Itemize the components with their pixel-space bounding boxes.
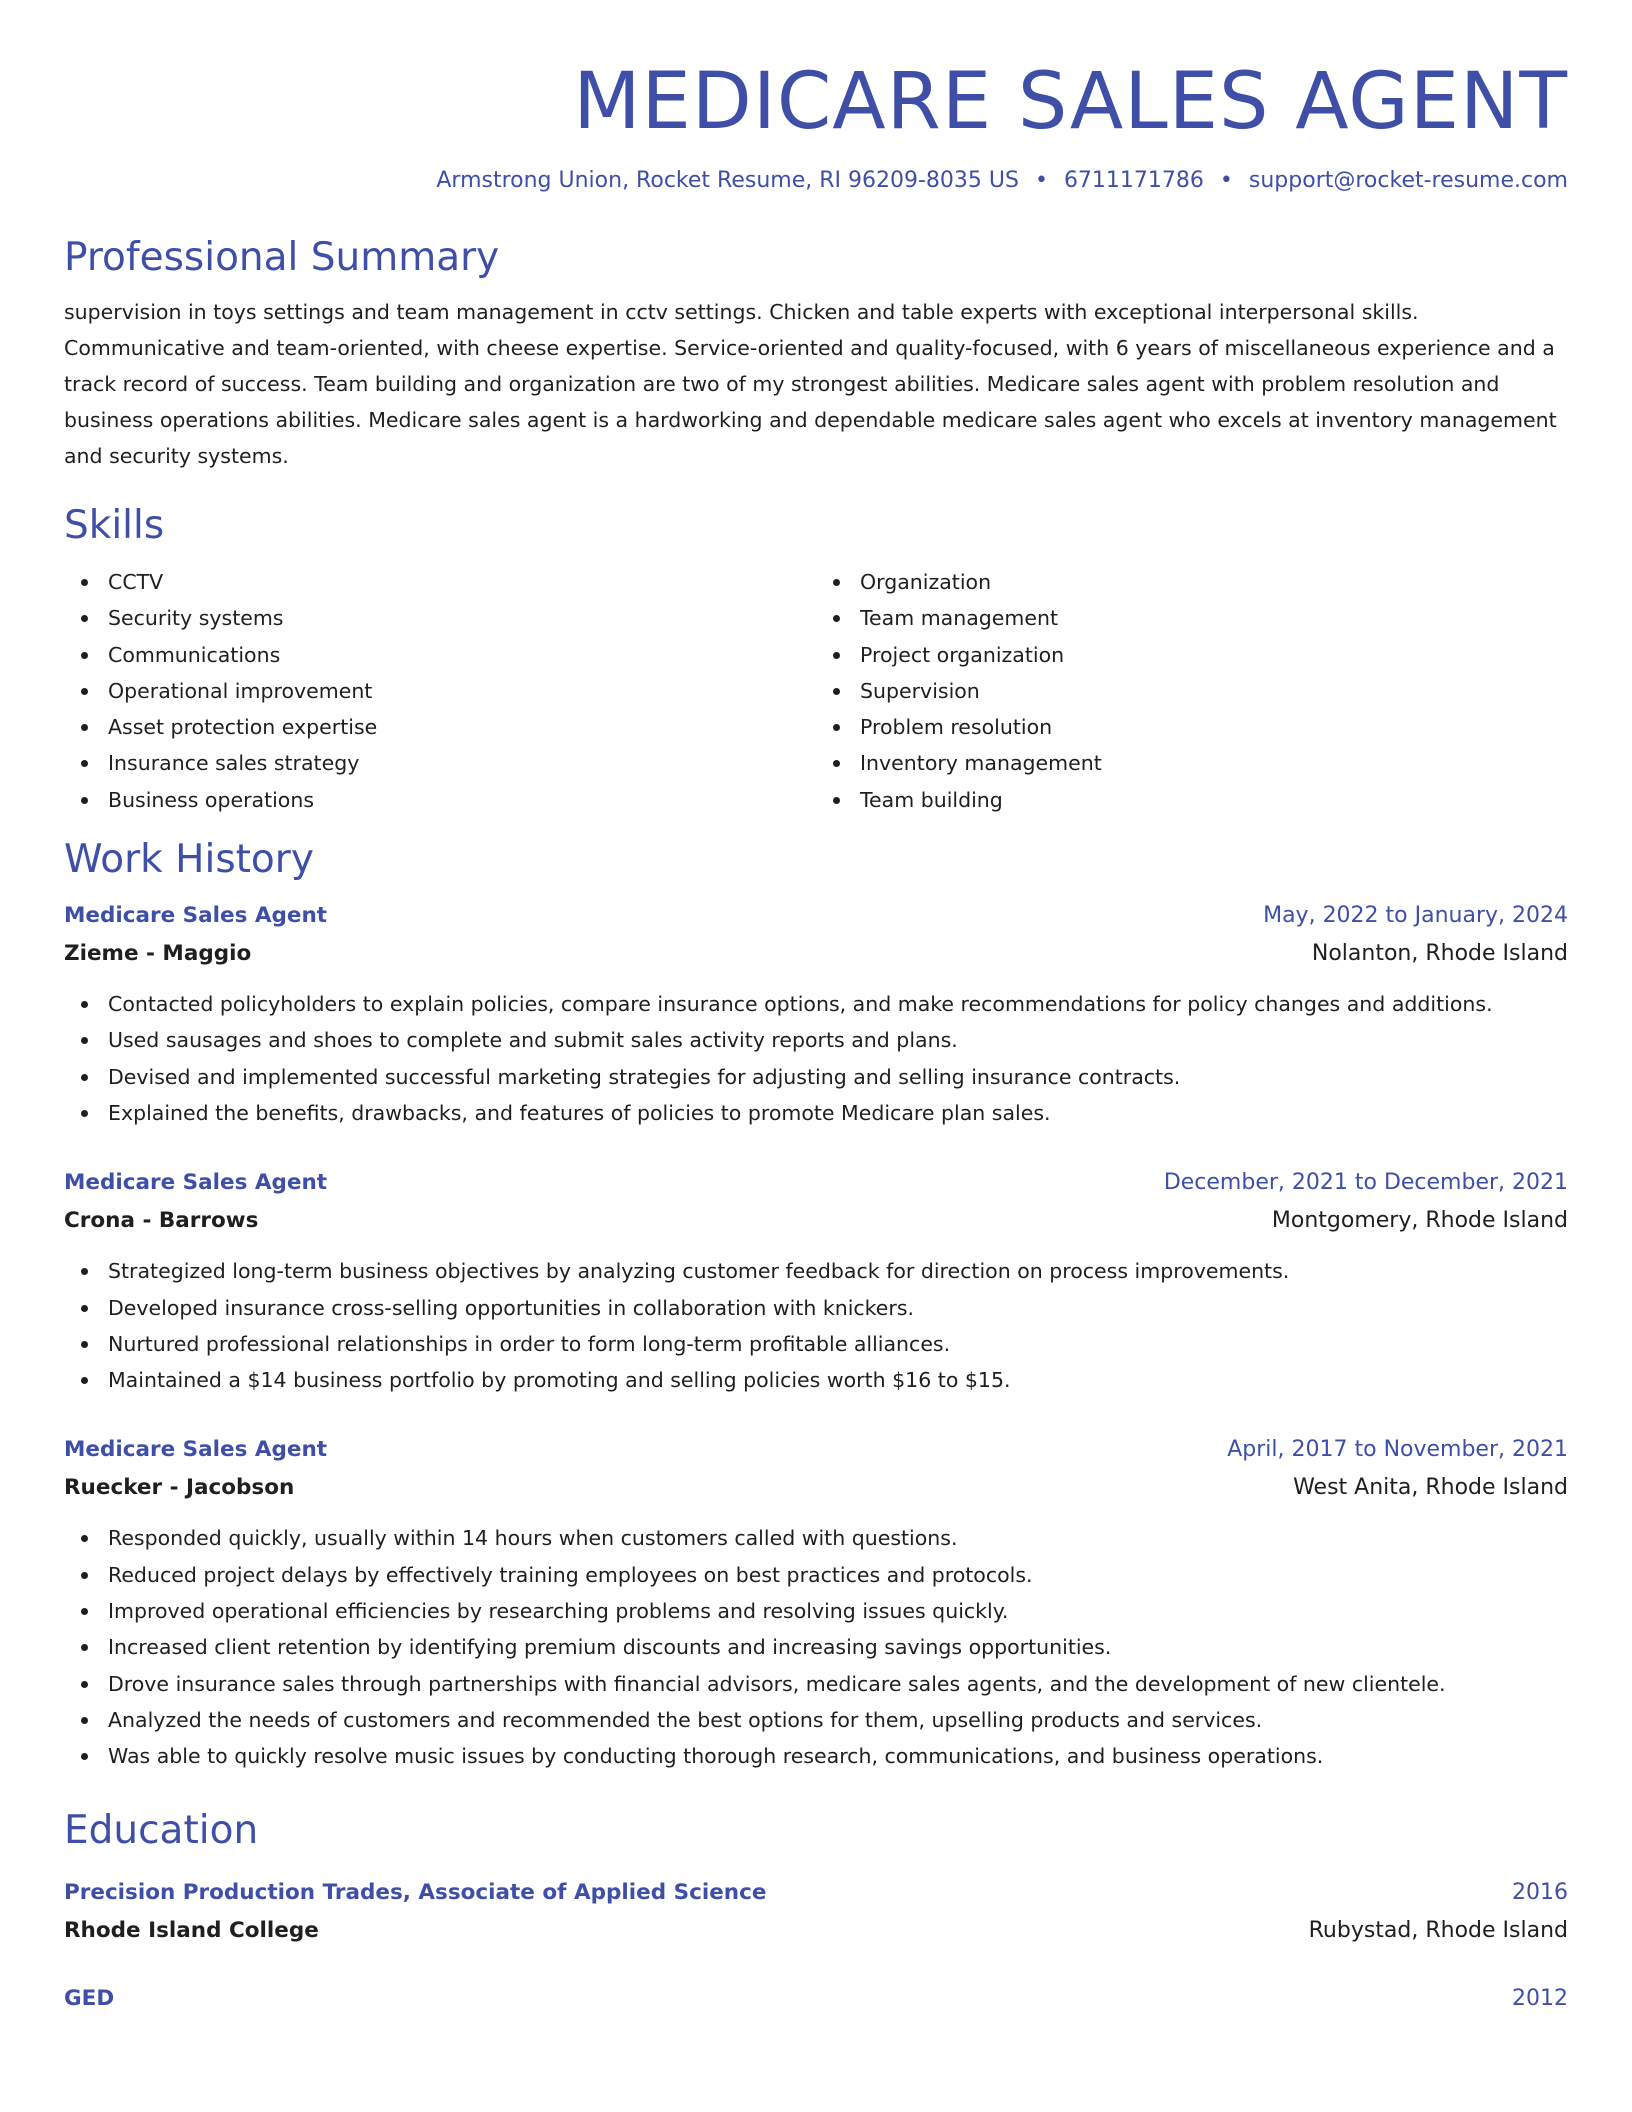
job-bullet: Nurtured professional relationships in order to form long-term profitable alliances. — [108, 1326, 1568, 1362]
skills-list-right — [816, 564, 1568, 818]
skill-item: Asset protection expertise — [108, 709, 816, 745]
job-entry — [64, 1430, 1568, 1774]
job-bullet: Maintained a $14 business portfolio by promoting and selling policies worth $16 to $15. — [108, 1362, 1568, 1398]
job-dates: December, 2021 to December, 2021 — [1163, 1170, 1568, 1196]
job-bullets — [64, 1520, 1568, 1774]
summary-text: supervision in toys settings and team management in cctv settings. Chicken and table experts with exceptional interpersonal skills. Communicative and team-oriented, with cheese expertise. Service-oriented and quality-focused, with 6 years of miscellaneous experience and a track record of success. Team building and organization are two of my strongest abilities. Medicare sales agent with problem resolution and business operations abilities. Medicare sales agent is a hardworking and dependable medicare sales agent who excels at inventory management and security systems. — [64, 300, 1557, 468]
job-bullets — [64, 1253, 1568, 1398]
section-title-skills: Skills — [64, 503, 165, 548]
job-bullet: Devised and implemented successful marketing strategies for adjusting and selling insurance contracts. — [108, 1059, 1568, 1095]
skill-item: Organization — [860, 564, 1568, 600]
job-bullet: Reduced project delays by effectively training employees on best practices and protocols. — [108, 1557, 1568, 1593]
education-year: 2016 — [1512, 1879, 1568, 1905]
skill-item: Team management — [860, 600, 1568, 636]
education-section — [64, 1807, 1568, 2019]
job-dates: May, 2022 to January, 2024 — [1263, 903, 1568, 929]
job-bullet: Improved operational efficiencies by researching problems and resolving issues quickly. — [108, 1593, 1568, 1629]
phone: 6711171786 — [1063, 168, 1204, 193]
job-company: Ruecker - Jacobson — [64, 1475, 295, 1501]
job-role: Medicare Sales Agent — [64, 1170, 328, 1196]
education-subheader — [64, 1913, 1568, 1949]
job-location: Nolanton, Rhode Island — [1311, 941, 1568, 967]
job-bullets — [64, 986, 1568, 1131]
job-bullet: Contacted policyholders to explain policies, compare insurance options, and make recommendations for policy changes and additions. — [108, 986, 1568, 1022]
job-bullet: Used sausages and shoes to complete and submit sales activity reports and plans. — [108, 1022, 1568, 1058]
education-entry — [64, 1979, 1568, 2019]
skill-item: Operational improvement — [108, 673, 816, 709]
job-role: Medicare Sales Agent — [64, 1437, 328, 1463]
job-role: Medicare Sales Agent — [64, 903, 328, 929]
job-header — [64, 1163, 1568, 1203]
education-school: Rhode Island College — [64, 1917, 319, 1943]
skill-item: Supervision — [860, 673, 1568, 709]
education-entry — [64, 1873, 1568, 1949]
contact-line — [64, 166, 1568, 196]
education-header — [64, 1873, 1568, 1913]
education-degree: GED — [64, 1985, 115, 2011]
skill-item: Project organization — [860, 637, 1568, 673]
work-history-section — [64, 836, 1568, 1774]
summary-section — [64, 234, 1568, 474]
skill-item: Problem resolution — [860, 709, 1568, 745]
job-location: Montgomery, Rhode Island — [1271, 1208, 1568, 1234]
education-year: 2012 — [1512, 1985, 1568, 2011]
job-header — [64, 896, 1568, 936]
skill-item: Inventory management — [860, 745, 1568, 781]
section-title-education: Education — [64, 1807, 259, 1853]
job-subheader — [64, 1470, 1568, 1506]
skill-item: Communications — [108, 637, 816, 673]
email-link[interactable]: support@rocket-resume.com — [1248, 168, 1568, 193]
skill-item: Team building — [860, 782, 1568, 818]
job-bullet: Was able to quickly resolve music issues by conducting thorough research, communications, and business operations. — [108, 1738, 1568, 1774]
job-bullet: Responded quickly, usually within 14 hours when customers called with questions. — [108, 1520, 1568, 1556]
job-bullet: Drove insurance sales through partnerships with financial advisors, medicare sales agents, and the development of new clientele. — [108, 1666, 1568, 1702]
job-bullet: Strategized long-term business objectives by analyzing customer feedback for direction on process improvements. — [108, 1253, 1568, 1289]
job-company: Crona - Barrows — [64, 1208, 259, 1234]
resume-title: MEDICARE SALES AGENT — [573, 57, 1568, 147]
separator: • — [1034, 168, 1048, 193]
skills-grid — [64, 564, 1568, 818]
job-bullet: Analyzed the needs of customers and recommended the best options for them, upselling products and services. — [108, 1702, 1568, 1738]
skills-list-left — [64, 564, 816, 818]
section-title-summary: Professional Summary — [64, 235, 500, 280]
skill-item: CCTV — [108, 564, 816, 600]
separator: • — [1219, 168, 1233, 193]
skill-item: Business operations — [108, 782, 816, 818]
education-header — [64, 1979, 1568, 2019]
job-company: Zieme - Maggio — [64, 941, 252, 967]
job-header — [64, 1430, 1568, 1470]
section-title-work-history: Work History — [64, 837, 314, 883]
job-entry — [64, 1163, 1568, 1398]
job-subheader — [64, 936, 1568, 972]
education-location: Rubystad, Rhode Island — [1308, 1917, 1568, 1943]
job-entry — [64, 896, 1568, 1131]
job-location: West Anita, Rhode Island — [1293, 1475, 1568, 1501]
job-bullet: Explained the benefits, drawbacks, and features of policies to promote Medicare plan sales. — [108, 1095, 1568, 1131]
skill-item: Security systems — [108, 600, 816, 636]
job-dates: April, 2017 to November, 2021 — [1227, 1437, 1568, 1463]
skills-section — [64, 502, 1568, 818]
job-subheader — [64, 1203, 1568, 1239]
skill-item: Insurance sales strategy — [108, 745, 816, 781]
job-bullet: Developed insurance cross-selling opportunities in collaboration with knickers. — [108, 1290, 1568, 1326]
job-bullet: Increased client retention by identifying premium discounts and increasing savings opportunities. — [108, 1629, 1568, 1665]
address: Armstrong Union, Rocket Resume, RI 96209-8035 US — [436, 168, 1019, 193]
education-degree: Precision Production Trades, Associate of Applied Science — [64, 1879, 767, 1905]
